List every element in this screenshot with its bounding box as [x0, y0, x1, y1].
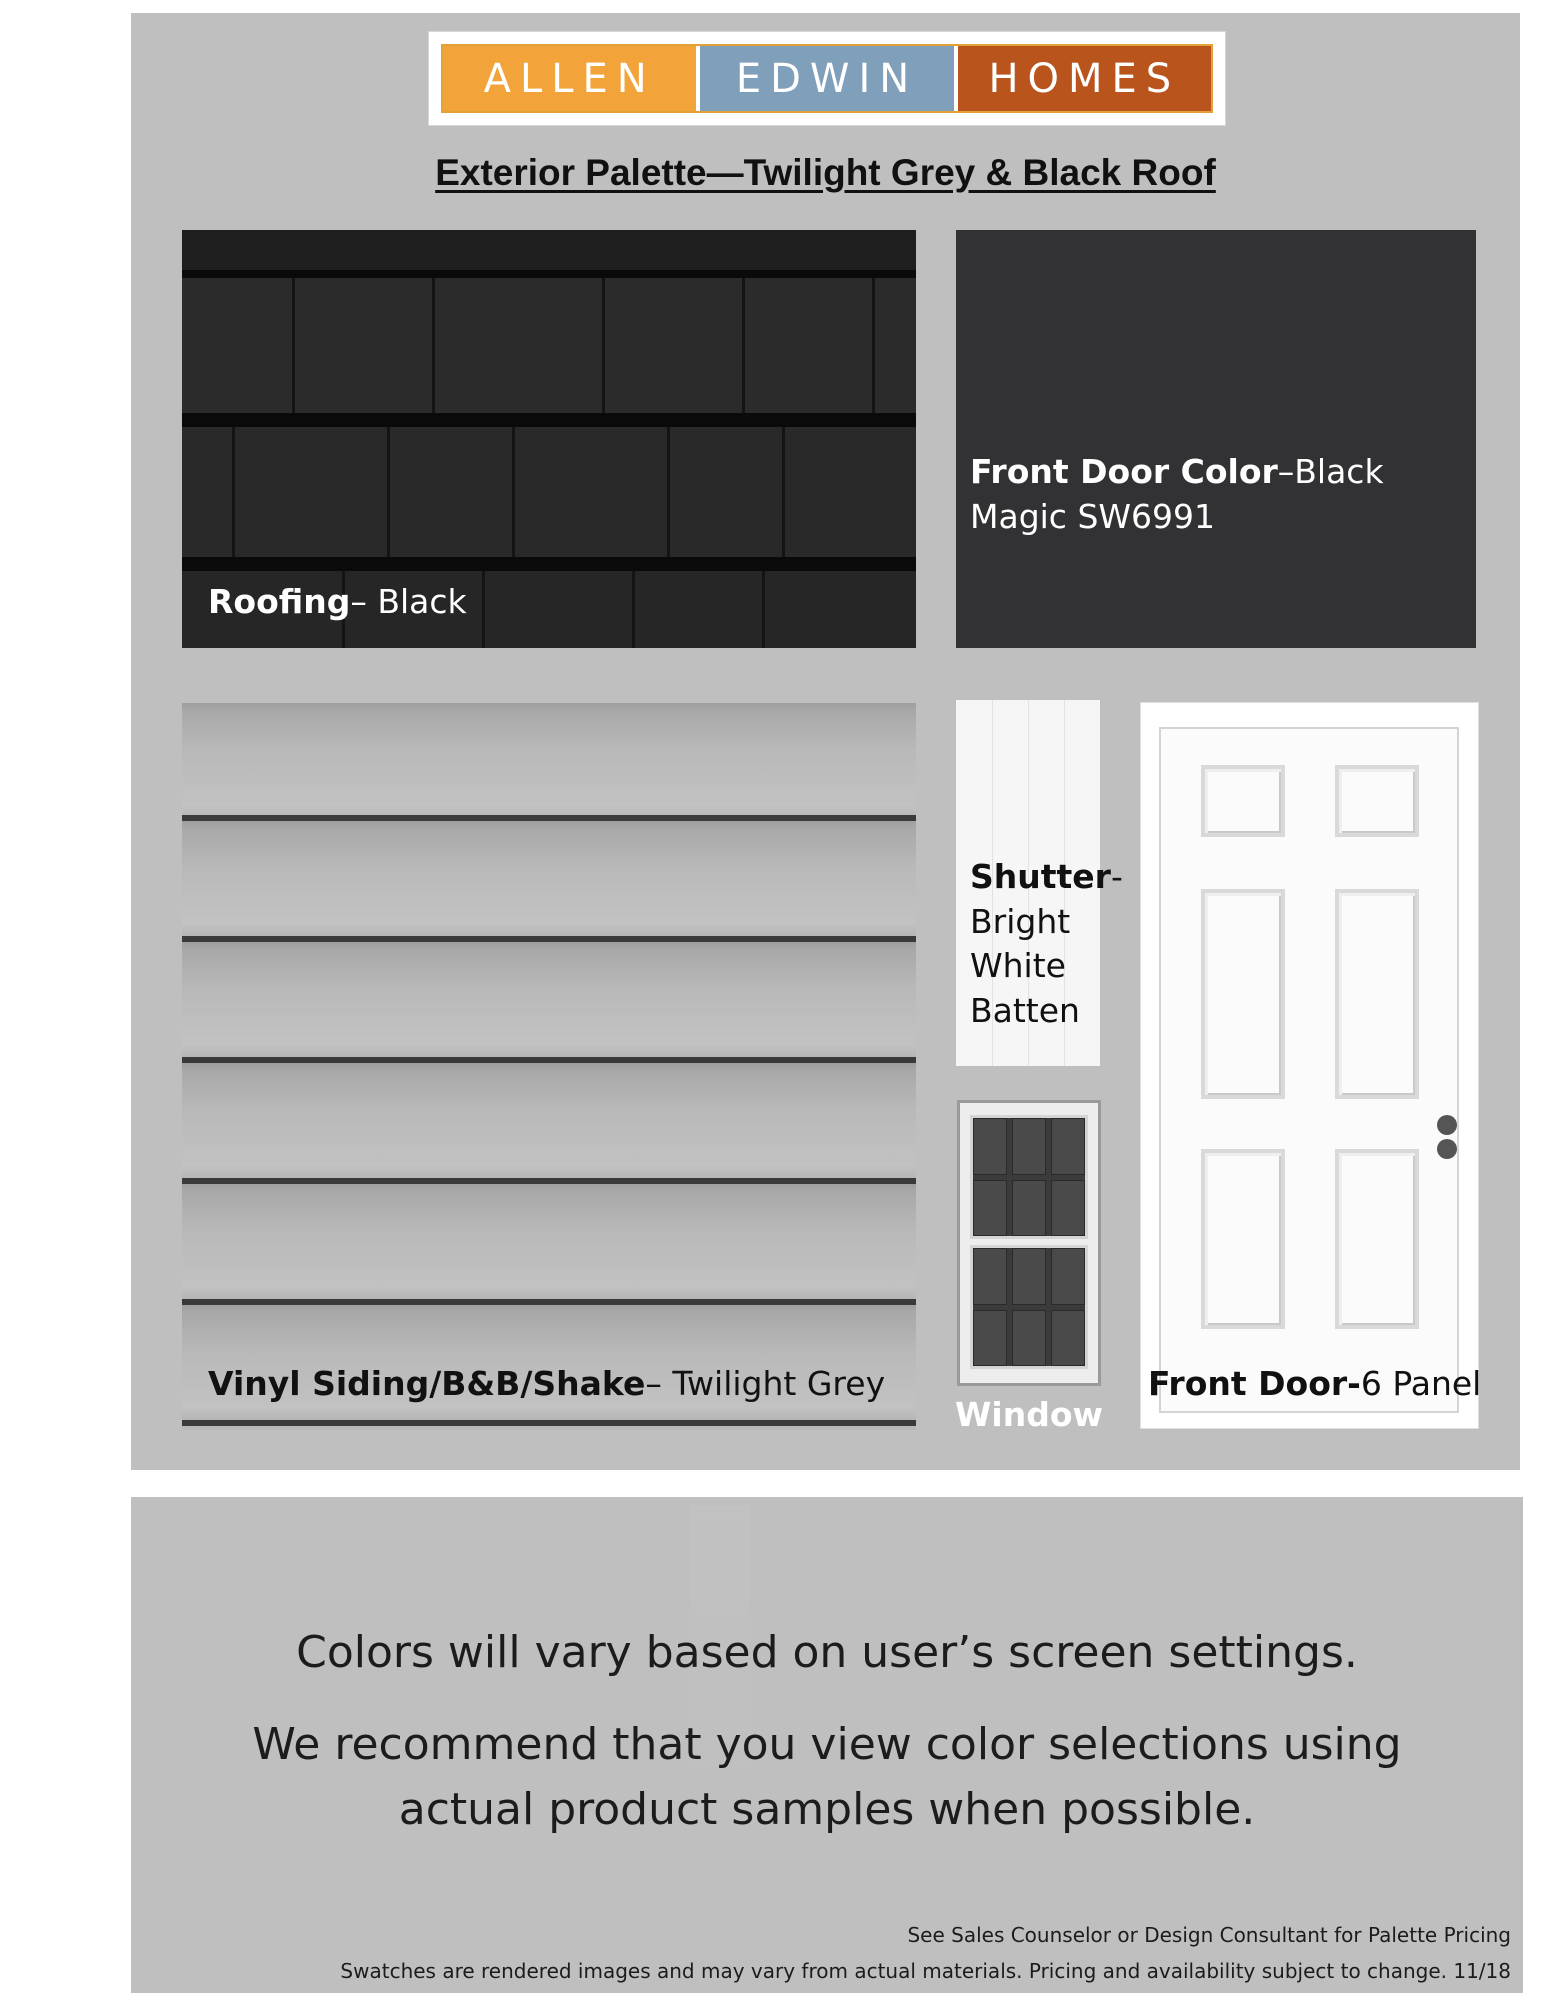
logo-word-allen: ALLEN	[443, 46, 696, 111]
screen-settings-note: Colors will vary based on user’s screen settings.	[296, 1627, 1358, 1678]
front-door-label: Front Door-6 Panel	[1148, 1364, 1482, 1403]
page-title: Exterior Palette—Twilight Grey & Black Roof	[435, 152, 1216, 193]
samples-line-1: We recommend that you view color selections using	[252, 1719, 1402, 1770]
samples-line-2: actual product samples when possible.	[398, 1784, 1256, 1835]
front-door-swatch	[1140, 702, 1482, 1429]
shutter-label: Shutter- Bright White Batten	[970, 857, 1123, 1030]
siding-swatch	[182, 703, 916, 1430]
company-logo	[428, 31, 1226, 126]
logo-word-homes: HOMES	[958, 46, 1211, 111]
window-swatch	[957, 1100, 1101, 1386]
siding-label: Vinyl Siding/B&B/Shake– Twilight Grey	[208, 1364, 886, 1403]
samples-recommendation	[131, 1712, 1523, 1842]
roofing-label: Roofing– Black	[208, 582, 467, 621]
pricing-note: See Sales Counselor or Design Consultant for Palette Pricing	[907, 1923, 1511, 1947]
front-door-color-label: Front Door Color–Black Magic SW6991	[970, 452, 1384, 536]
disclaimer-note: Swatches are rendered images and may vary from actual materials. Pricing and availability subject to change. 11/18	[340, 1959, 1511, 1983]
front-door-color-swatch	[956, 230, 1476, 648]
window-label: Window	[955, 1395, 1103, 1434]
logo-word-edwin: EDWIN	[700, 46, 953, 111]
